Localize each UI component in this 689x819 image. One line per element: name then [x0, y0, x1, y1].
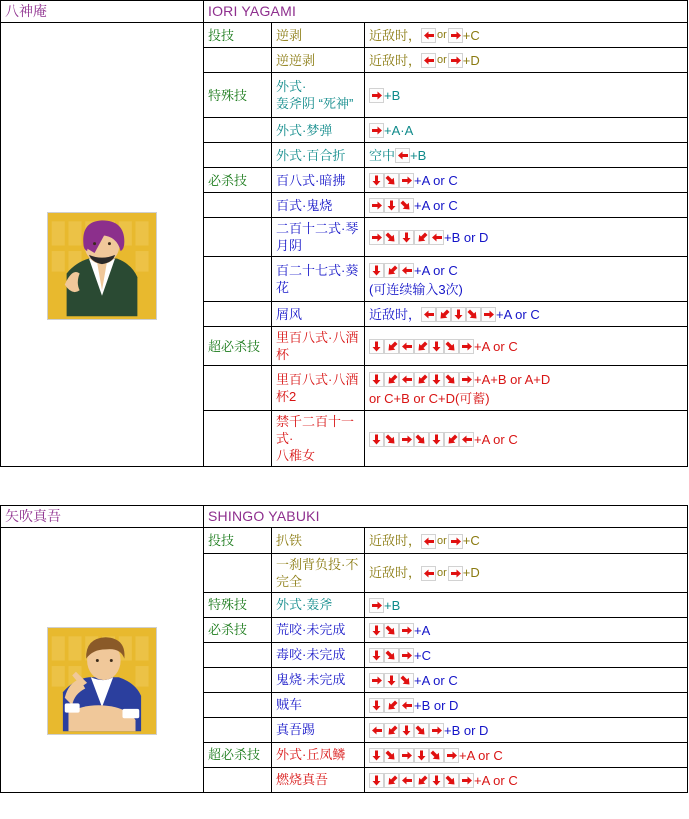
or-label: or [437, 534, 447, 547]
command-sequence [369, 369, 683, 389]
arrow-down-icon [399, 723, 414, 738]
move-category-empty [204, 118, 272, 143]
arrow-right-icon [399, 648, 414, 663]
move-name-label: 逆剥 [276, 27, 303, 43]
arrow-down-icon [369, 748, 384, 763]
arrow-left-icon [429, 230, 444, 245]
arrow-down-icon [451, 307, 466, 322]
arrow-down-icon [369, 623, 384, 638]
or-label: or [437, 566, 447, 579]
move-name [272, 553, 365, 592]
category-label: 投技 [208, 27, 235, 43]
command-sequence [369, 336, 683, 356]
or-label: or [437, 29, 447, 42]
move-category [204, 73, 272, 118]
arrow-right-icon [369, 598, 384, 613]
command-sequence [369, 260, 683, 280]
command-sequence [369, 195, 683, 215]
command-buttons: +A or C [414, 672, 458, 688]
command-buttons: +A or C [474, 339, 518, 355]
move-name-label: 扒铁 [276, 532, 303, 548]
move-name [272, 193, 365, 218]
move-command [365, 366, 688, 411]
arrow-right-icon [459, 372, 474, 387]
move-name [272, 118, 365, 143]
command-buttons: +A or C [414, 198, 458, 214]
move-name-label: 外式·梦弹 [276, 122, 333, 138]
move-name-label: 二百十二式·琴月阴 [276, 221, 359, 254]
command-sequence [369, 85, 683, 105]
command-sequence [369, 25, 683, 45]
move-command [365, 642, 688, 667]
arrow-down-icon [369, 698, 384, 713]
move-command [365, 717, 688, 742]
command-buttons: +A or C [414, 262, 458, 278]
category-label: 必杀技 [208, 622, 248, 638]
arrow-left-icon [421, 566, 436, 581]
move-name [272, 667, 365, 692]
move-command [365, 48, 688, 73]
move-category-empty [204, 48, 272, 73]
move-name-label: 百式·鬼烧 [276, 197, 333, 213]
arrow-left-icon [421, 307, 436, 322]
move-name-label: 屑风 [276, 306, 303, 322]
move-name [272, 592, 365, 617]
move-name-label: 贼车 [276, 697, 303, 713]
command-buttons: +A or C [414, 173, 458, 189]
iori-yagami-portrait [47, 212, 157, 320]
arrow-downleft-icon [384, 263, 399, 278]
command-sequence [369, 670, 683, 690]
move-command [365, 302, 688, 327]
arrow-right-icon [448, 53, 463, 68]
arrow-left-icon [369, 723, 384, 738]
move-name [272, 742, 365, 767]
move-category-empty [204, 767, 272, 792]
move-name [272, 257, 365, 302]
move-name [272, 73, 365, 118]
command-sequence [369, 695, 683, 715]
move-command [365, 73, 688, 118]
move-command [365, 193, 688, 218]
category-label: 超必杀技 [208, 338, 261, 354]
move-name-label: 外式·轰斧 [276, 597, 333, 613]
command-buttons: +A or C [496, 307, 540, 323]
command-prefix: 近敌时， [369, 307, 422, 323]
arrow-left-icon [399, 339, 414, 354]
command-buttons: +C [462, 28, 480, 44]
character-name-cn: 矢吹真吾 [1, 506, 204, 528]
character-portrait-cell [1, 23, 204, 467]
arrow-downright-icon [399, 673, 414, 688]
move-command [365, 143, 688, 168]
arrow-right-icon [399, 748, 414, 763]
arrow-down-icon [429, 372, 444, 387]
command-sequence [369, 145, 683, 165]
arrow-downleft-icon [384, 339, 399, 354]
arrow-downleft-icon [414, 339, 429, 354]
move-name [272, 642, 365, 667]
arrow-left-icon [421, 53, 436, 68]
command-buttons: +A [414, 622, 431, 638]
character-header-row [1, 506, 688, 528]
arrow-downleft-icon [384, 723, 399, 738]
arrow-left-icon [459, 432, 474, 447]
command-buttons: +C [462, 533, 480, 549]
arrow-down-icon [369, 372, 384, 387]
arrow-right-icon [369, 198, 384, 213]
move-category [204, 617, 272, 642]
move-name-label: 禁千二百十一式· 八稚女 [276, 414, 355, 464]
move-category-empty [204, 257, 272, 302]
arrow-downright-icon [444, 773, 459, 788]
move-category-empty [204, 553, 272, 592]
command-buttons: +B or D [414, 697, 459, 713]
command-prefix: 近敌时， [369, 565, 422, 581]
move-command [365, 23, 688, 48]
command-sequence [369, 595, 683, 615]
arrow-right-icon [459, 773, 474, 788]
arrow-downright-icon [429, 748, 444, 763]
move-name [272, 617, 365, 642]
arrow-down-icon [399, 230, 414, 245]
move-command [365, 218, 688, 257]
command-prefix: 近敌时， [369, 53, 422, 69]
arrow-down-icon [384, 198, 399, 213]
arrow-left-icon [395, 148, 410, 163]
command-prefix: 空中 [369, 148, 396, 164]
move-command [365, 553, 688, 592]
command-buttons: +B or D [444, 230, 489, 246]
move-command [365, 168, 688, 193]
move-name-label: 毒咬·未完成 [276, 647, 346, 663]
arrow-downright-icon [466, 307, 481, 322]
command-buttons: +A or C [474, 773, 518, 788]
command-sequence [369, 745, 683, 765]
arrow-downleft-icon [444, 432, 459, 447]
table-spacer [0, 467, 689, 505]
move-row [1, 23, 688, 48]
move-name [272, 143, 365, 168]
command-sequence [369, 50, 683, 70]
category-label: 特殊技 [208, 597, 248, 613]
command-prefix: 近敌时， [369, 533, 422, 549]
move-category-empty [204, 366, 272, 411]
arrow-right-icon [481, 307, 496, 322]
arrow-down-icon [429, 773, 444, 788]
or-label: or [437, 54, 447, 67]
arrow-downright-icon [444, 372, 459, 387]
move-name-label: 百八式·暗拂 [276, 172, 346, 188]
arrow-down-icon [369, 648, 384, 663]
command-sequence [369, 120, 683, 140]
arrow-down-icon [414, 748, 429, 763]
arrow-down-icon [429, 432, 444, 447]
command-sequence [369, 770, 683, 790]
move-category-empty [204, 411, 272, 467]
move-name [272, 767, 365, 792]
arrow-right-icon [369, 88, 384, 103]
shingo-yabuki-portrait [47, 627, 157, 735]
arrow-right-icon [369, 123, 384, 138]
move-name-label: 逆逆剥 [276, 52, 316, 68]
arrow-right-icon [448, 566, 463, 581]
arrow-right-icon [399, 623, 414, 638]
arrow-down-icon [429, 339, 444, 354]
move-category [204, 23, 272, 48]
move-name-label: 里百八式·八酒杯 [276, 330, 359, 363]
move-command [365, 667, 688, 692]
arrow-right-icon [369, 230, 384, 245]
arrow-downright-icon [384, 432, 399, 447]
move-name-label: 百二十七式·葵花 [276, 263, 359, 296]
move-row [1, 528, 688, 553]
move-command [365, 767, 688, 792]
category-label: 超必杀技 [208, 747, 261, 763]
move-command [365, 327, 688, 366]
arrow-left-icon [421, 534, 436, 549]
arrow-left-icon [399, 263, 414, 278]
arrow-downright-icon [384, 173, 399, 188]
arrow-down-icon [369, 339, 384, 354]
move-category-empty [204, 302, 272, 327]
arrow-downleft-icon [436, 307, 451, 322]
arrow-downright-icon [384, 748, 399, 763]
move-category-empty [204, 193, 272, 218]
move-name [272, 717, 365, 742]
move-name-label: 鬼烧·未完成 [276, 672, 346, 688]
move-name-label: 一刹背负投·不完全 [276, 556, 359, 589]
move-name [272, 23, 365, 48]
move-name [272, 528, 365, 553]
command-buttons: +A·A [384, 123, 414, 139]
command-note: (可连续输入3次) [369, 281, 463, 297]
move-category [204, 528, 272, 553]
arrow-left-icon [421, 28, 436, 43]
command-sequence [369, 620, 683, 640]
move-name-label: 外式· 轰斧阴 “死神” [276, 79, 354, 112]
command-buttons: +A+B or A+D [474, 371, 551, 387]
move-name-label: 外式·丘凤鳞 [276, 747, 346, 763]
arrow-right-icon [399, 173, 414, 188]
arrow-left-icon [399, 773, 414, 788]
arrow-down-icon [384, 673, 399, 688]
move-command [365, 617, 688, 642]
arrow-right-icon [369, 673, 384, 688]
arrow-downright-icon [444, 339, 459, 354]
command-sequence [369, 170, 683, 190]
move-category-empty [204, 218, 272, 257]
arrow-right-icon [444, 748, 459, 763]
arrow-left-icon [399, 698, 414, 713]
move-name [272, 302, 365, 327]
move-command [365, 592, 688, 617]
command-buttons: +B [384, 597, 401, 613]
command-sequence [369, 304, 683, 324]
character-name-en: IORI YAGAMI [204, 1, 688, 23]
arrow-downleft-icon [414, 773, 429, 788]
command-sequence [369, 530, 683, 550]
arrow-downleft-icon [384, 773, 399, 788]
arrow-down-icon [369, 773, 384, 788]
move-command [365, 411, 688, 467]
move-name-label: 真吾踢 [276, 722, 316, 738]
move-name [272, 411, 365, 467]
command-buttons: +D [462, 565, 480, 581]
move-category [204, 742, 272, 767]
move-name [272, 218, 365, 257]
arrow-downright-icon [414, 723, 429, 738]
arrow-downright-icon [384, 623, 399, 638]
move-command [365, 118, 688, 143]
character-name-cn: 八神庵 [1, 1, 204, 23]
command-buttons: +D [462, 53, 480, 69]
move-name [272, 168, 365, 193]
arrow-downleft-icon [414, 372, 429, 387]
move-category [204, 327, 272, 366]
character-name-en: SHINGO YABUKI [204, 506, 688, 528]
arrow-downleft-icon [384, 372, 399, 387]
category-label: 必杀技 [208, 172, 248, 188]
move-name-label: 燃烧真吾 [276, 772, 329, 788]
command-sequence [369, 429, 683, 449]
move-name-label: 荒咬·未完成 [276, 622, 346, 638]
arrow-down-icon [369, 263, 384, 278]
arrow-downright-icon [384, 648, 399, 663]
move-name [272, 692, 365, 717]
command-sequence [369, 227, 683, 247]
arrow-right-icon [448, 534, 463, 549]
arrow-right-icon [399, 432, 414, 447]
arrow-downright-icon [414, 432, 429, 447]
move-command [365, 257, 688, 302]
move-command [365, 742, 688, 767]
move-command [365, 692, 688, 717]
move-category-empty [204, 717, 272, 742]
move-name-label: 里百八式·八酒杯2 [276, 372, 359, 405]
move-name [272, 327, 365, 366]
command-sequence [369, 562, 683, 582]
arrow-right-icon [459, 339, 474, 354]
command-buttons: +B [410, 148, 427, 164]
move-category [204, 592, 272, 617]
command-buttons: +B or D [444, 722, 489, 738]
move-category-empty [204, 692, 272, 717]
arrow-left-icon [399, 372, 414, 387]
command-buttons: +B [384, 88, 401, 104]
category-label: 投技 [208, 532, 235, 548]
character-portrait-cell [1, 528, 204, 793]
command-note: or C+B or C+D(可蓄) [369, 390, 490, 406]
move-category-empty [204, 642, 272, 667]
move-name [272, 48, 365, 73]
arrow-right-icon [429, 723, 444, 738]
arrow-down-icon [369, 173, 384, 188]
command-buttons: +A or C [474, 431, 518, 447]
move-category [204, 168, 272, 193]
character-header-row [1, 1, 688, 23]
arrow-downleft-icon [414, 230, 429, 245]
command-prefix: 近敌时， [369, 28, 422, 44]
arrow-downright-icon [384, 230, 399, 245]
command-sequence [369, 720, 683, 740]
move-command [365, 528, 688, 553]
arrow-downleft-icon [384, 698, 399, 713]
character-movelist-table [0, 505, 688, 793]
move-name [272, 366, 365, 411]
arrow-right-icon [448, 28, 463, 43]
arrow-down-icon [369, 432, 384, 447]
command-buttons: +C [414, 647, 431, 663]
move-category-empty [204, 143, 272, 168]
category-label: 特殊技 [208, 87, 248, 103]
move-category-empty [204, 667, 272, 692]
command-sequence [369, 645, 683, 665]
command-buttons: +A or C [459, 747, 503, 763]
move-name-label: 外式·百合折 [276, 147, 346, 163]
arrow-downright-icon [399, 198, 414, 213]
